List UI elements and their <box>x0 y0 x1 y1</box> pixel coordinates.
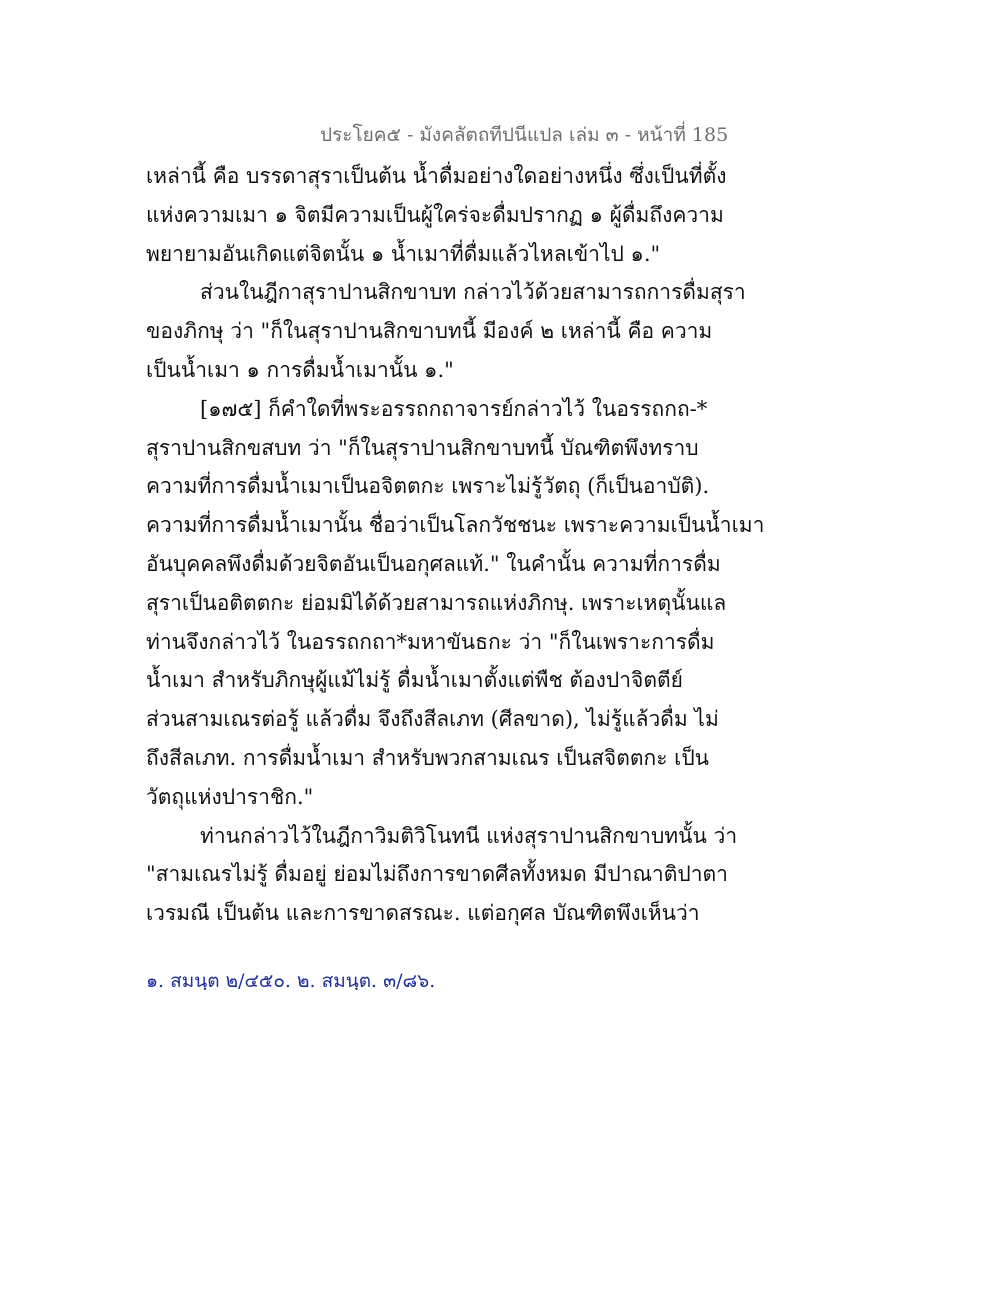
text-line: เหล่านี้ คือ บรรดาสุราเป็นต้น น้ำดื่มอย่างใดอย่างหนึ่ง ซึ่งเป็นที่ตั้ง <box>146 164 727 188</box>
paragraph-first-line: [๑๗๕] ก็คำใดที่พระอรรถกถาจารย์กล่าวไว้ ในอรรถกถ-* <box>200 396 708 421</box>
body-text <box>146 157 765 933</box>
text-line: สุราปานสิกขสบท ว่า "ก็ในสุราปานสิกขาบทนี้ บัณฑิตพึงทราบ <box>146 435 699 460</box>
paragraph-first-line: ท่านกล่าวไว้ในฎีกาวิมติวิโนทนี แห่งสุราปานสิกขาบทนั้น ว่า <box>200 823 738 848</box>
text-line: น้ำเมา สำหรับภิกษุผู้แม้ไม่รู้ ดื่มน้ำเมาตั้งแต่พืช ต้องปาจิตตีย์ <box>146 668 683 693</box>
text-line: วัตถุแห่งปาราชิก." <box>146 784 314 809</box>
text-line: เป็นน้ำเมา ๑ การดื่มน้ำเมานั้น ๑." <box>146 357 454 382</box>
text-line: ของภิกษุ ว่า "ก็ในสุราปานสิกขาบทนี้ มีองค์ ๒ เหล่านี้ คือ ความ <box>146 319 713 344</box>
paragraph-first-line: ส่วนในฎีกาสุราปานสิกขาบท กล่าวไว้ด้วยสามารถการดื่มสุรา <box>200 280 746 305</box>
text-line: ความที่การดื่มน้ำเมาเป็นอจิตตกะ เพราะไม่รู้วัตถุ (ก็เป็นอาบัติ). <box>146 474 710 499</box>
text-line: ส่วนสามเณรต่อรู้ แล้วดื่ม จึงถึงสีลเภท (ศีลขาด), ไม่รู้แล้วดื่ม ไม่ <box>146 707 719 732</box>
text-line: สุราเป็นอติตตกะ ย่อมมิได้ด้วยสามารถแห่งภิกษุ. เพราะเหตุนั้นแล <box>146 590 727 615</box>
text-line: ถึงสีลเภท. การดื่มน้ำเมา สำหรับพวกสามเณร เป็นสจิตตกะ เป็น <box>146 745 710 770</box>
text-line: อันบุคคลพึงดื่มด้วยจิตอันเป็นอกุศลแท้." ในคำนั้น ความที่การดื่ม <box>146 551 721 576</box>
text-line: แห่งความเมา ๑ จิตมีความเป็นผู้ใคร่จะดื่มปรากฏ ๑ ผู้ดื่มถึงความ <box>146 202 724 227</box>
text-line: พยายามอันเกิดแต่จิตนั้น ๑ น้ำเมาที่ดื่มแล้วไหลเข้าไป ๑." <box>146 241 661 266</box>
running-header: ประโยค๕ - มังคลัตถทีปนีแปล เล่ม ๓ - หน้าที่ 185 <box>320 124 729 146</box>
text-line: ความที่การดื่มน้ำเมานั้น ชื่อว่าเป็นโลกวัชชนะ เพราะความเป็นน้ำเมา <box>146 513 765 538</box>
text-line: "สามเณรไม่รู้ ดื่มอยู่ ย่อมไม่ถึงการขาดศีลทั้งหมด มีปาณาติปาตา <box>146 862 728 887</box>
text-line: ท่านจึงกล่าวไว้ ในอรรถกถา*มหาขันธกะ ว่า "ก็ในเพราะการดื่ม <box>146 629 715 654</box>
text-line: เวรมณี เป็นต้น และการขาดสรณะ. แต่อกุศล บัณฑิตพึงเห็นว่า <box>146 901 700 926</box>
footnote: ๑. สมนฺต ๒/๔๕๐. ๒. สมนฺต. ๓/๘๖. <box>146 970 436 992</box>
